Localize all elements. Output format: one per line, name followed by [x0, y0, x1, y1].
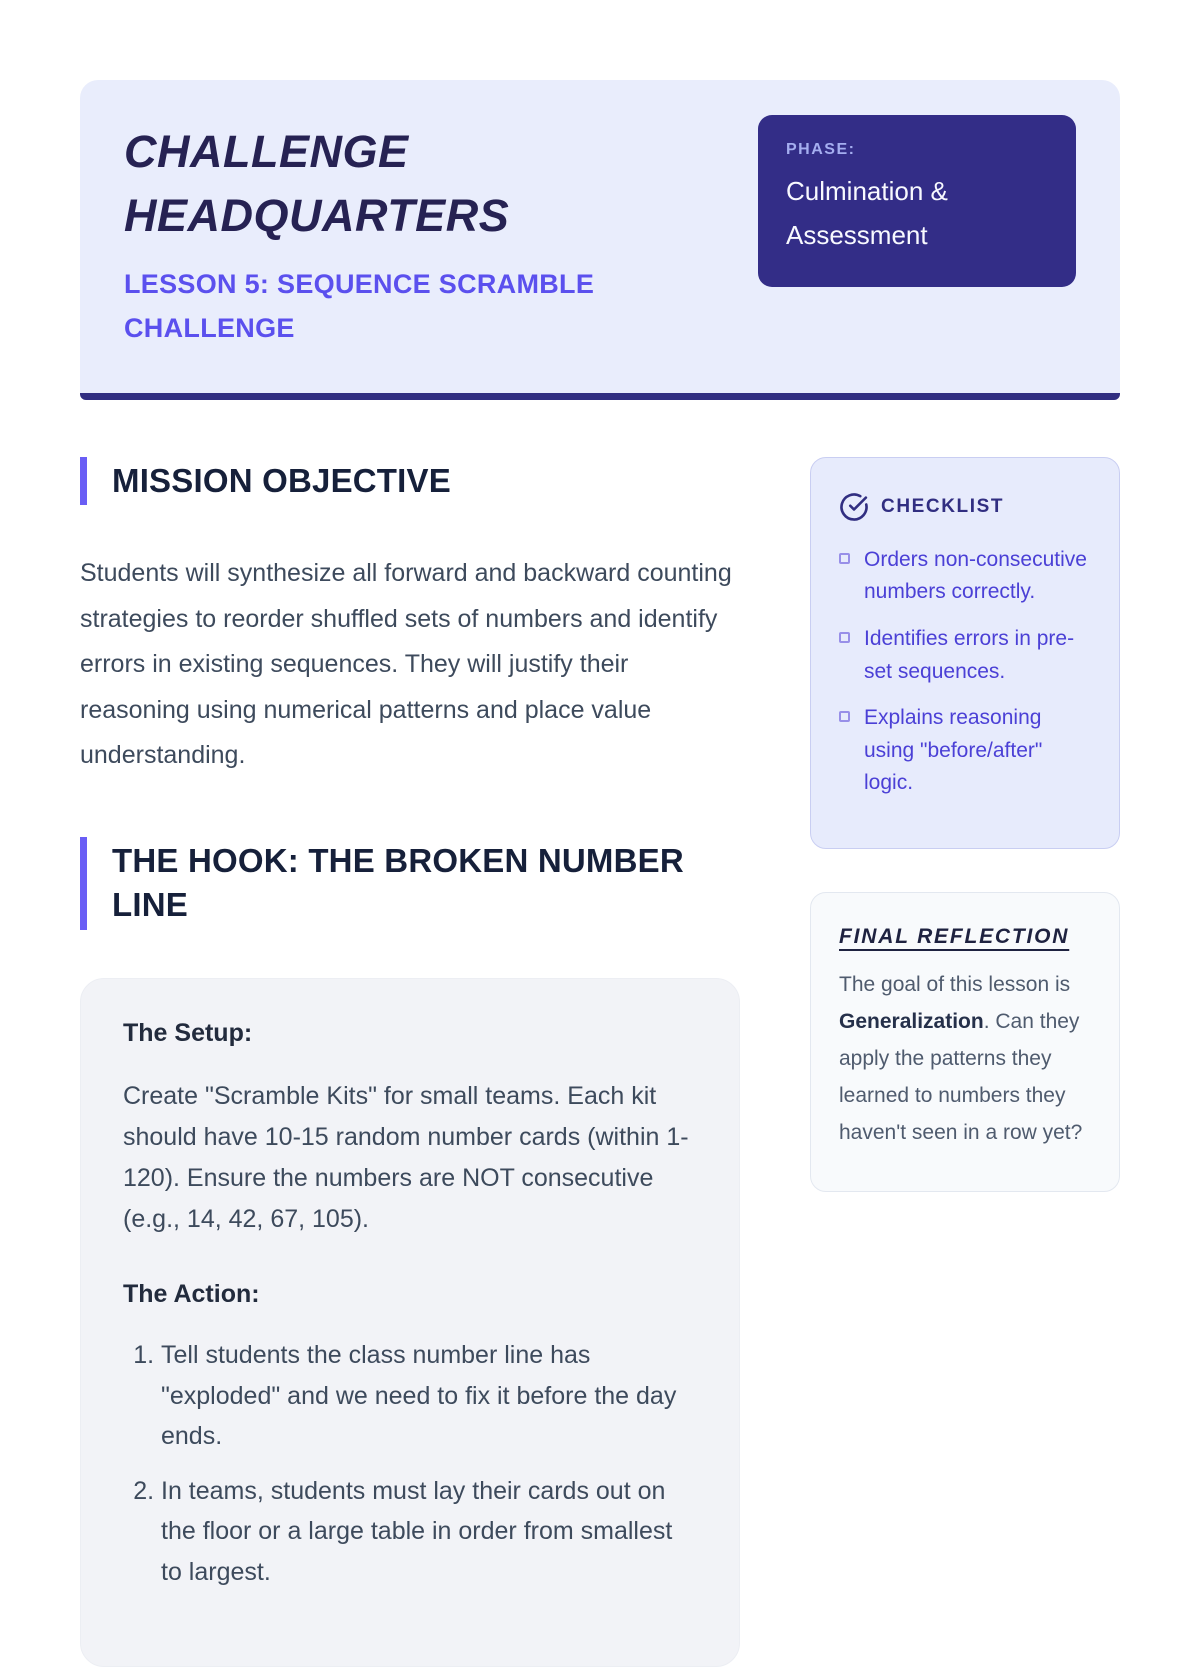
checklist-item [839, 544, 1091, 609]
lesson-subtitle: LESSON 5: SEQUENCE SCRAMBLE CHALLENGE [124, 268, 595, 344]
action-list [123, 1335, 697, 1592]
checkbox-square-icon [839, 632, 850, 643]
action-list-item: 1. Tell students the class number line has "exploded" and we need to fix it before the day ends. [161, 1335, 697, 1457]
mission-objective-heading: MISSION OBJECTIVE [80, 457, 740, 506]
main-content [80, 457, 1120, 1667]
page-title: CHALLENGE HEADQUARTERS [124, 126, 510, 241]
checklist-item-text: Explains reasoning using "before/after" logic. [864, 706, 1043, 795]
check-circle-icon [839, 492, 869, 522]
checkbox-square-icon [839, 553, 850, 564]
checklist-item [839, 623, 1091, 688]
checkbox-square-icon [839, 711, 850, 722]
checklist-item-text: Orders non-consecutive numbers correctly. [864, 547, 1087, 604]
mission-objective-text: Students will synthesize all forward and backward counting strategies to reorder shuffled sets of numbers and identify errors in existing sequences. They will justify their reasoning using numerical patterns and place value understanding. [80, 559, 732, 770]
checklist-header [839, 492, 1091, 522]
hook-card [80, 978, 740, 1667]
setup-text: Create "Scramble Kits" for small teams. Each kit should have 10-15 random number cards (within 1-120). Ensure the numbers are NOT consecutive (e.g., 14, 42, 67, 105). [123, 1082, 689, 1234]
sidebar [810, 457, 1120, 1193]
final-reflection-heading: FINAL REFLECTION [839, 924, 1070, 948]
checklist-title: CHECKLIST [881, 495, 1005, 517]
header-title-block [124, 120, 758, 351]
final-reflection-text [839, 967, 1091, 1152]
phase-value: Culmination & Assessment [786, 176, 948, 251]
reflection-bold-term: Generalization [839, 1009, 984, 1033]
reflection-text-suffix: . Can they apply the patterns they learned to numbers they haven't seen in a row yet? [839, 1009, 1083, 1144]
phase-badge [758, 115, 1076, 287]
checklist-item-text: Identifies errors in pre-set sequences. [864, 626, 1075, 683]
checklist-item [839, 702, 1091, 800]
reflection-text-prefix: The goal of this lesson is [839, 972, 1071, 996]
phase-label: PHASE: [786, 141, 856, 158]
hook-heading: THE HOOK: THE BROKEN NUMBER LINE [80, 837, 740, 930]
final-reflection-card [810, 892, 1120, 1193]
action-label: The Action: [123, 1280, 260, 1309]
header-card [80, 80, 1120, 400]
setup-label: The Setup: [123, 1019, 253, 1048]
checklist-items [839, 544, 1091, 800]
lesson-body-column [80, 457, 740, 1667]
action-list-item: 2. In teams, students must lay their cards out on the floor or a large table in order from smallest to largest. [161, 1471, 697, 1593]
checklist-card [810, 457, 1120, 849]
